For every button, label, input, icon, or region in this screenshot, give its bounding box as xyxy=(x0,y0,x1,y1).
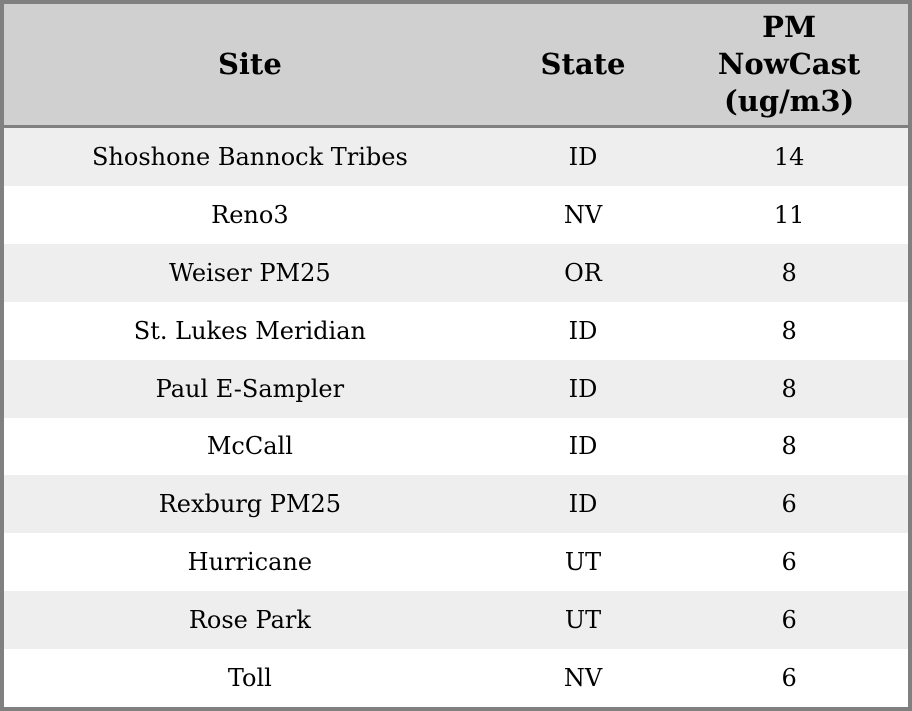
state-cell: NV xyxy=(496,649,670,707)
air-quality-table xyxy=(4,4,908,707)
state-cell: UT xyxy=(496,533,670,591)
site-cell: Weiser PM25 xyxy=(4,244,496,302)
column-header-state: State xyxy=(496,4,670,127)
site-cell: McCall xyxy=(4,418,496,476)
pm-nowcast-cell: 6 xyxy=(670,591,908,649)
pm-nowcast-cell: 8 xyxy=(670,244,908,302)
column-header-pm-nowcast: PM NowCast (ug/m3) xyxy=(670,4,908,127)
table-row xyxy=(4,302,908,360)
state-cell: ID xyxy=(496,127,670,186)
pm-nowcast-cell: 11 xyxy=(670,186,908,244)
state-cell: ID xyxy=(496,302,670,360)
header-row xyxy=(4,4,908,127)
table-row xyxy=(4,649,908,707)
table-row xyxy=(4,418,908,476)
table-row xyxy=(4,244,908,302)
table-body xyxy=(4,127,908,708)
table-row xyxy=(4,186,908,244)
site-cell: Rose Park xyxy=(4,591,496,649)
table-row xyxy=(4,591,908,649)
table-row xyxy=(4,475,908,533)
table-row xyxy=(4,127,908,186)
site-cell: Rexburg PM25 xyxy=(4,475,496,533)
pm-nowcast-cell: 8 xyxy=(670,360,908,418)
state-cell: ID xyxy=(496,360,670,418)
state-cell: UT xyxy=(496,591,670,649)
site-cell: Reno3 xyxy=(4,186,496,244)
state-cell: ID xyxy=(496,418,670,476)
site-cell: Toll xyxy=(4,649,496,707)
state-cell: NV xyxy=(496,186,670,244)
column-header-site: Site xyxy=(4,4,496,127)
site-cell: Shoshone Bannock Tribes xyxy=(4,127,496,186)
pm-nowcast-cell: 6 xyxy=(670,475,908,533)
site-cell: Paul E-Sampler xyxy=(4,360,496,418)
pm-nowcast-cell: 14 xyxy=(670,127,908,186)
pm-nowcast-cell: 8 xyxy=(670,302,908,360)
state-cell: ID xyxy=(496,475,670,533)
pm-nowcast-cell: 6 xyxy=(670,649,908,707)
table-row xyxy=(4,533,908,591)
site-cell: St. Lukes Meridian xyxy=(4,302,496,360)
pm-nowcast-cell: 8 xyxy=(670,418,908,476)
state-cell: OR xyxy=(496,244,670,302)
site-cell: Hurricane xyxy=(4,533,496,591)
pm-nowcast-cell: 6 xyxy=(670,533,908,591)
table-row xyxy=(4,360,908,418)
